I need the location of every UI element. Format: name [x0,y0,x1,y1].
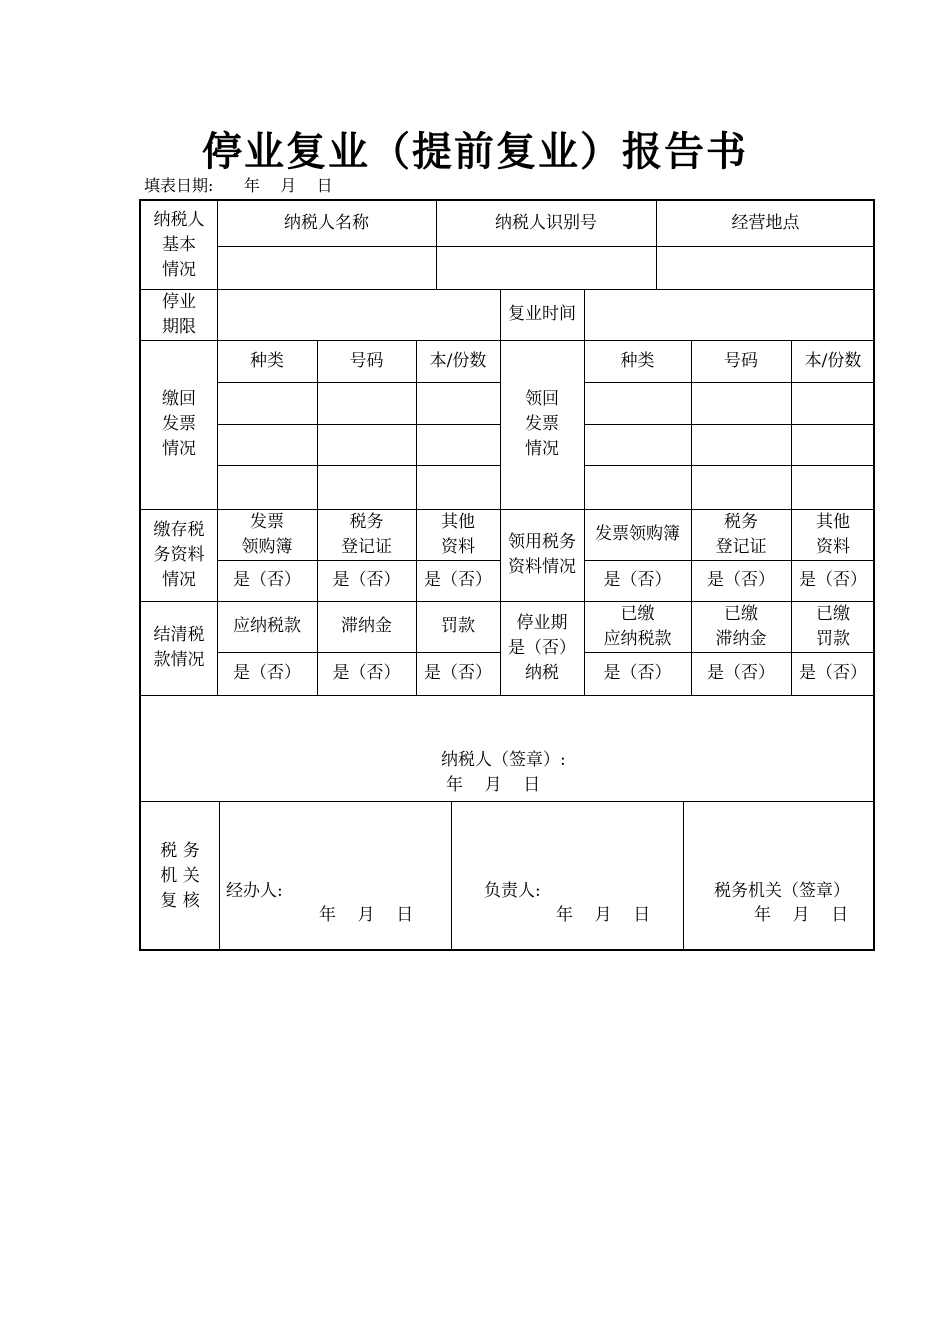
suspension-period-label: 停业 期限 [162,291,196,337]
yes-no-option[interactable]: 是（否） [603,663,672,683]
yes-no-option[interactable]: 是（否） [707,663,775,683]
yes-no-option[interactable]: 是（否） [424,570,492,590]
authority-review-label: 税 务 机 关 复 核 [160,840,200,911]
responsible-label: 负责人: [484,881,541,901]
fill-date: 填表日期: 年 月 日 [144,176,333,195]
business-address-field[interactable] [656,246,875,289]
report-form [139,199,875,951]
yes-no-option[interactable]: 是（否） [424,663,492,683]
received-col-copies: 本/份数 [804,350,862,371]
paid-tax-label: 已缴 应纳税款 [603,603,672,649]
taxpayer-id-field[interactable] [436,246,656,289]
authority-seal-label: 税务机关（签章） [714,881,850,901]
returned-col-copies: 本/份数 [429,350,487,371]
doc-other: 其他 资料 [441,511,475,557]
late-fee-label: 滞纳金 [341,616,392,636]
resume-time-field[interactable] [584,289,875,340]
yes-no-option[interactable]: 是（否） [332,663,401,683]
col-taxpayer-name: 纳税人名称 [284,213,369,233]
responsible-date: 年 月 日 [556,905,651,925]
handler-date: 年 月 日 [319,905,414,925]
col-taxpayer-id: 纳税人识别号 [495,213,597,233]
authority-seal-date: 年 月 日 [754,905,849,925]
received-col-number: 号码 [724,350,758,371]
basic-info-label: 纳税人 基本 情况 [153,209,205,280]
penalty-label: 罚款 [441,616,475,636]
taxpayer-signature-date: 年 月 日 [446,775,541,795]
returned-col-number: 号码 [349,350,384,371]
tax-payable-label: 应纳税款 [233,616,301,636]
paid-late-fee-label: 已缴 滞纳金 [715,603,767,649]
suspension-period-field[interactable] [217,289,500,340]
col-business-address: 经营地点 [731,213,800,233]
yes-no-option[interactable]: 是（否） [332,570,401,590]
taxpayer-signature-label: 纳税人（签章）: [441,750,566,770]
yes-no-option[interactable]: 是（否） [233,570,301,590]
settled-tax-label: 结清税 款情况 [153,625,205,670]
received-doc-tax-registration: 税务 登记证 [715,511,767,557]
yes-no-option[interactable]: 是（否） [799,570,867,590]
returned-invoices-label: 缴回 发票 情况 [162,389,196,459]
taxpayer-name-field[interactable] [217,246,436,289]
period-tax-paid-label: 停业期 是（否） 纳税 [508,612,576,683]
resume-time-label: 复业时间 [508,304,576,324]
received-invoices-label: 领回 发票 情况 [525,389,559,459]
received-col-type: 种类 [620,350,655,371]
handler-label: 经办人: [226,881,283,901]
doc-tax-registration: 税务 登记证 [341,511,392,557]
received-doc-invoice-book: 发票领购簿 [595,524,680,544]
yes-no-option[interactable]: 是（否） [707,570,775,590]
yes-no-option[interactable]: 是（否） [799,663,867,683]
yes-no-option[interactable]: 是（否） [233,663,301,683]
doc-invoice-book: 发票 领购簿 [241,511,293,557]
paid-penalty-label: 已缴 罚款 [816,603,850,649]
received-doc-other: 其他 资料 [816,511,850,557]
returned-col-type: 种类 [250,350,284,371]
deposited-docs-label: 缴存税 务资料 情况 [153,519,205,590]
page-title: 停业复业（提前复业）报告书 [202,129,748,175]
yes-no-option[interactable]: 是（否） [603,570,672,590]
received-docs-label: 领用税务 资料情况 [508,532,576,577]
